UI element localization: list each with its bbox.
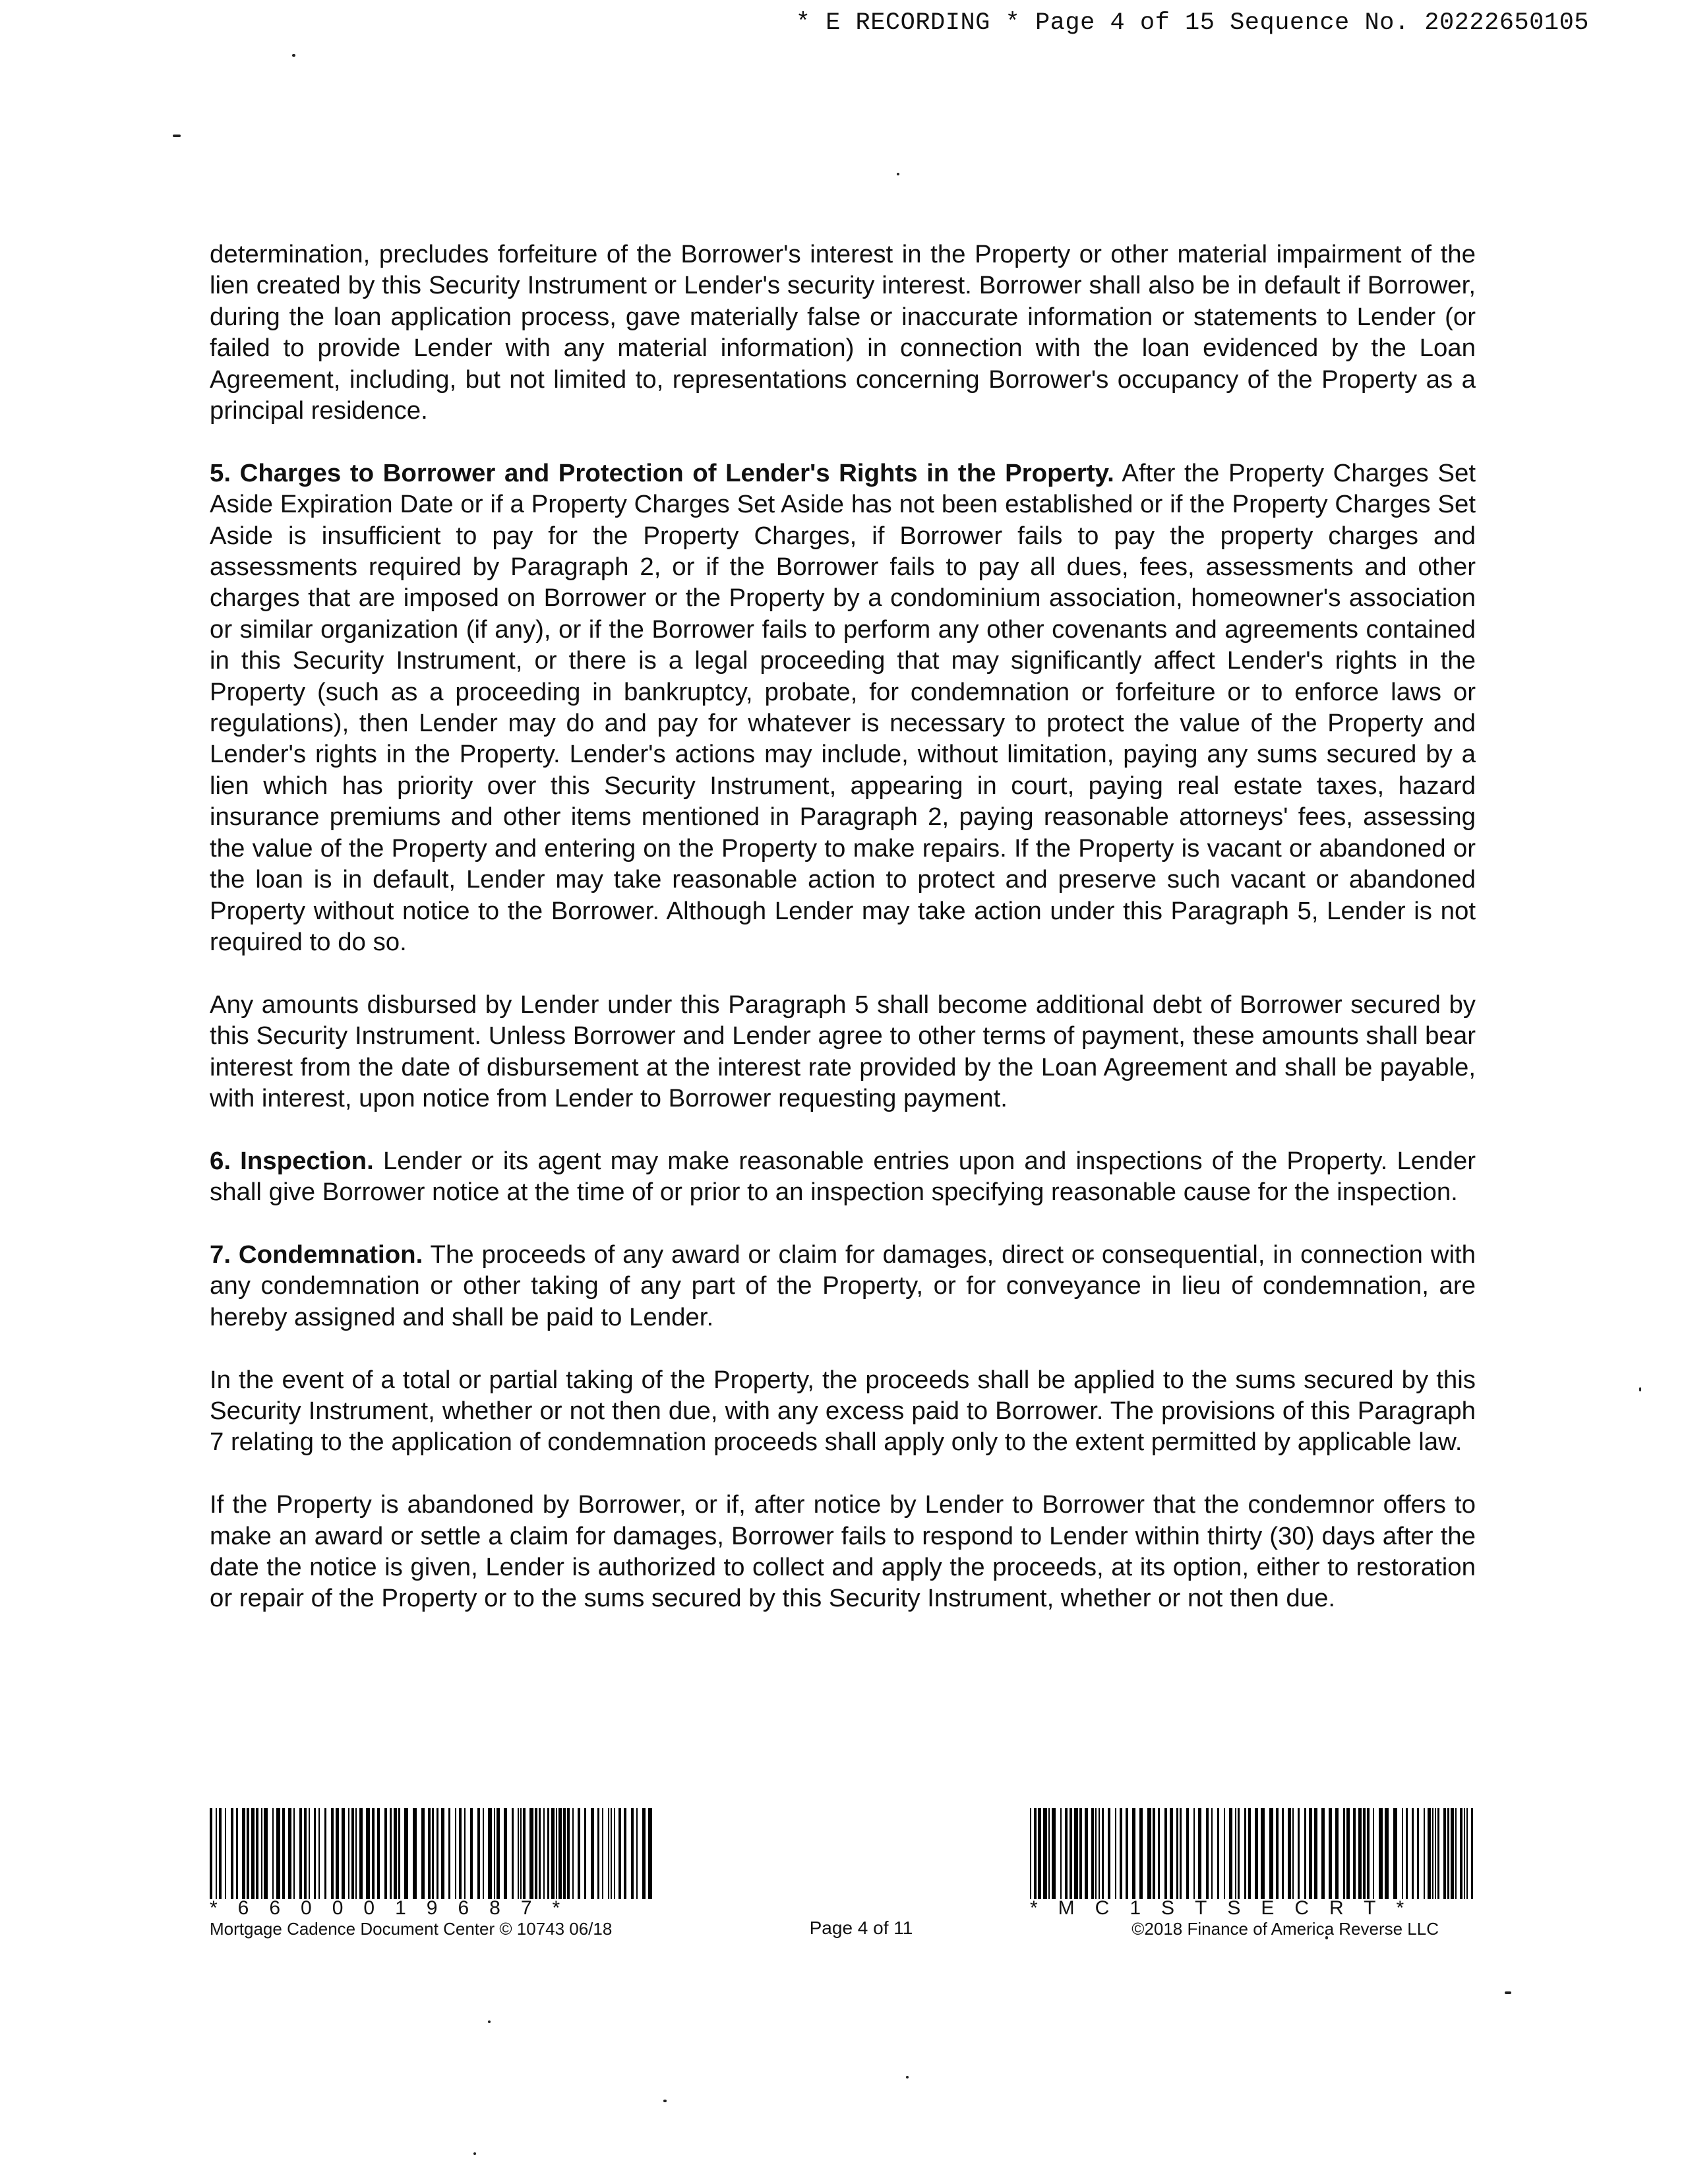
barcode-bar (1248, 1808, 1251, 1899)
barcode-bar (636, 1808, 638, 1899)
barcode-bar (591, 1808, 594, 1899)
paragraph-abandoned-property (210, 1489, 1476, 1614)
barcode-bar (219, 1808, 222, 1899)
barcode-bar (1443, 1808, 1446, 1899)
barcode-bar (437, 1808, 438, 1899)
barcode-bar (1314, 1808, 1317, 1899)
barcode-bar (1170, 1808, 1173, 1899)
barcode-bar (556, 1808, 557, 1899)
barcode-bar (1373, 1808, 1374, 1899)
barcode-bar (1282, 1808, 1284, 1899)
document-barcode (210, 1808, 653, 1899)
barcode-bar (299, 1808, 302, 1899)
barcode-bar (355, 1808, 357, 1899)
barcode-bar (342, 1808, 345, 1899)
barcode-bar (1298, 1808, 1300, 1899)
paragraph-text: If the Property is abandoned by Borrower, or if, after notice by Lender to Borrower that the condemnor offers to make an award or settle a claim for damages, Borrower fails to respond to Lender within thirty (30) days after the date the notice is given, Lender is authorized to collect and apply the proceeds, at its option, either to restoration or repair of the Property or to the sums secured by this Security Instrument, whether or not then due. (210, 1490, 1476, 1613)
barcode-bar (1417, 1808, 1419, 1899)
barcode-bar (216, 1808, 217, 1899)
barcode-bar (1038, 1808, 1041, 1899)
barcode-text: *6600019687* (210, 1897, 581, 1919)
barcode-bar (642, 1808, 646, 1899)
barcode-bar (547, 1808, 549, 1899)
barcode-bar (372, 1808, 375, 1899)
barcode-bar (1358, 1808, 1362, 1899)
paragraph-condemnation (210, 1239, 1476, 1333)
barcode-bar (1329, 1808, 1332, 1899)
barcode-bar (251, 1808, 255, 1899)
paragraph-text: In the event of a total or partial taking of the Property, the proceeds shall be applied to the sums secured by this Security Instrument, whether or not then due, with any excess paid to Borrower. The provisions of this Paragraph 7 relating to the application of condemnation proceeds shall apply only to the extent permitted by applicable law. (210, 1365, 1476, 1457)
barcode-bar (256, 1808, 258, 1899)
barcode-bar (563, 1808, 566, 1899)
barcode-bar (1102, 1808, 1104, 1899)
barcode-bar (1321, 1808, 1325, 1899)
paragraph-text: determination, precludes forfeiture of the Borrower's interest in the Property or other material impairment of the lien created by this Security Instrument or Lender's security interest. Borrower shall also be in default if Borrower, during the loan application process, gave materially false or inaccurate information or statements to Lender (or failed to provide Lender with any material information) in connection with the loan evidenced by the Loan Agreement, including, but not limited to, representations concerning Borrower's occupancy of the Property as a principal residence. (210, 240, 1476, 425)
barcode-bar (614, 1808, 615, 1899)
barcode-bar (1238, 1808, 1240, 1899)
barcode-bar (1335, 1808, 1339, 1899)
scan-speck (906, 2076, 909, 2078)
paragraph-determination-cont (210, 239, 1476, 426)
barcode-bar (1447, 1808, 1449, 1899)
barcode-bar (272, 1808, 274, 1899)
barcode-bar (1451, 1808, 1454, 1899)
barcode-bar (551, 1808, 555, 1899)
section-heading: 6. Inspection. (210, 1146, 374, 1175)
barcode-bar (264, 1808, 268, 1899)
barcode-bar (324, 1808, 326, 1899)
barcode-bar (1108, 1808, 1110, 1899)
barcode-bar (1288, 1808, 1291, 1899)
barcode-bar (631, 1808, 634, 1899)
barcode-bar (1126, 1808, 1128, 1899)
paragraph-charges-to-borrower (210, 458, 1476, 958)
barcode-bar (1095, 1808, 1097, 1899)
barcode-bar (384, 1808, 387, 1899)
page-number: Page 4 of 11 (809, 1918, 913, 1938)
barcode-bar (1198, 1808, 1201, 1899)
barcode-bar (432, 1808, 434, 1899)
barcode-bar (1385, 1808, 1389, 1899)
barcode-bar (1276, 1808, 1279, 1899)
footer-document-center: Mortgage Cadence Document Center © 10743 06/18 (210, 1919, 613, 1939)
barcode-bar (611, 1808, 612, 1899)
barcode-bar (470, 1808, 473, 1899)
barcode-bar (494, 1808, 495, 1899)
barcode-bar (1455, 1808, 1457, 1899)
barcode-bar (608, 1808, 609, 1899)
barcode-bar (1074, 1808, 1078, 1899)
barcode-bar (1120, 1808, 1122, 1899)
barcode-bar (1471, 1808, 1473, 1899)
barcode-bar (1244, 1808, 1246, 1899)
section-heading: 7. Condemnation. (210, 1240, 423, 1269)
barcode-bar (1060, 1808, 1062, 1899)
barcode-bar (648, 1808, 652, 1899)
barcode-bar (231, 1808, 233, 1899)
barcode-bar (520, 1808, 522, 1899)
barcode-bar (539, 1808, 541, 1899)
scan-speck (1639, 1387, 1641, 1391)
scan-speck (292, 54, 295, 57)
barcode-bar (459, 1808, 462, 1899)
barcode-bar (567, 1808, 570, 1899)
barcode-bar (1363, 1808, 1366, 1899)
barcode-bar (1217, 1808, 1219, 1899)
scan-speck (473, 2152, 476, 2155)
footer-right (1030, 1808, 1478, 1939)
barcode-bar (497, 1808, 500, 1899)
barcode-text: *MC1STSECRT* (1030, 1897, 1425, 1919)
barcode-bar (1460, 1808, 1462, 1899)
barcode-bar (1309, 1808, 1312, 1899)
barcode-bar (1424, 1808, 1425, 1899)
barcode-bar (1180, 1808, 1182, 1899)
barcode-bar (1292, 1808, 1294, 1899)
barcode-bar (314, 1808, 316, 1899)
barcode-bar (441, 1808, 444, 1899)
barcode-bar (1079, 1808, 1082, 1899)
barcode-bar (464, 1808, 466, 1899)
barcode-bar (1379, 1808, 1383, 1899)
barcode-bar (448, 1808, 450, 1899)
barcode-bar (336, 1808, 339, 1899)
barcode-bar (1153, 1808, 1155, 1899)
barcode-bar (359, 1808, 363, 1899)
paragraph-text: Any amounts disbursed by Lender under this Paragraph 5 shall become additional debt of Borrower secured by this Security Instrument. Unless Borrower and Lender agree to other terms of payment, these amounts shall bear interest from the date of disbursement at the interest rate provided by the Loan Agreement and shall be payable, with interest, upon notice from Lender to Borrower requesting payment. (210, 990, 1476, 1112)
barcode-bar (1085, 1808, 1088, 1899)
barcode-bar (318, 1808, 320, 1899)
barcode-bar (1367, 1808, 1370, 1899)
barcode-bar (261, 1808, 262, 1899)
barcode-bar (1346, 1808, 1350, 1899)
document-body (210, 239, 1476, 1614)
barcode-bar (366, 1808, 370, 1899)
barcode-bar (1211, 1808, 1213, 1899)
barcode-bar (394, 1808, 397, 1899)
barcode-bar (483, 1808, 484, 1899)
barcode-bar (351, 1808, 354, 1899)
barcode-bar (597, 1808, 599, 1899)
barcode-bar (1224, 1808, 1225, 1899)
paragraph-total-partial-taking (210, 1364, 1476, 1458)
barcode-bar (1261, 1808, 1265, 1899)
paragraph-text: The proceeds of any award or claim for damages, direct or consequential, in connection with any condemnation or other taking of any part of the Property, or for conveyance in lieu of condemnation, are hereby assigned and shall be paid to Lender. (210, 1240, 1476, 1331)
barcode-bar (1158, 1808, 1160, 1899)
barcode-bar (421, 1808, 425, 1899)
barcode-bar (1091, 1808, 1094, 1899)
barcode-bar (624, 1808, 626, 1899)
barcode-bar (1235, 1808, 1236, 1899)
barcode-bar (1030, 1808, 1031, 1899)
scan-speck (897, 173, 899, 175)
barcode-bar (1193, 1808, 1195, 1899)
barcode-bar (404, 1808, 408, 1899)
barcode-bar (1437, 1808, 1439, 1899)
barcode-bar (518, 1808, 519, 1899)
barcode-bar (1343, 1808, 1345, 1899)
barcode-bar (1464, 1808, 1465, 1899)
barcode-bar (1393, 1808, 1397, 1899)
barcode-bar (584, 1808, 586, 1899)
barcode-bar (1065, 1808, 1068, 1899)
barcode-bar (488, 1808, 492, 1899)
barcode-bar (543, 1808, 545, 1899)
barcode-bar (1229, 1808, 1232, 1899)
barcode-bar (504, 1808, 507, 1899)
scan-speck (663, 2100, 667, 2102)
section-heading: 5. Charges to Borrower and Protection of Lender's Rights in the Property. (210, 458, 1114, 487)
barcode-bar (1132, 1808, 1135, 1899)
barcode-bar (529, 1808, 533, 1899)
barcode-bar (390, 1808, 392, 1899)
barcode-bar (210, 1808, 212, 1899)
barcode-bar (1099, 1808, 1100, 1899)
paragraph-text: Lender or its agent may make reasonable entries upon and inspections of the Property. Lender shall give Borrower notice at the time of or prior to an inspection specifying reasonable cause for the inspection. (210, 1146, 1476, 1207)
barcode-bar (413, 1808, 417, 1899)
recording-header: * E RECORDING * Page 4 of 15 Sequence No. 20222650105 (795, 9, 1589, 37)
barcode-bar (1034, 1808, 1037, 1899)
barcode-bar (572, 1808, 574, 1899)
barcode-bar (331, 1808, 334, 1899)
barcode-bar (225, 1808, 226, 1899)
barcode-bar (348, 1808, 349, 1899)
barcode-bar (1466, 1808, 1468, 1899)
barcode-bar (1115, 1808, 1116, 1899)
barcode-bar (1269, 1808, 1273, 1899)
barcode-bar (293, 1808, 295, 1899)
footer-copyright: ©2018 Finance of America Reverse LLC (1131, 1919, 1439, 1939)
barcode-bar (477, 1808, 480, 1899)
barcode-bar (1147, 1808, 1151, 1899)
barcode-bar (428, 1808, 431, 1899)
barcode-bar (455, 1808, 456, 1899)
barcode-bar (1412, 1808, 1414, 1899)
footer-left (210, 1808, 658, 1939)
barcode-bar (1052, 1808, 1056, 1899)
paragraph-text: After the Property Charges Set Aside Expiration Date or if a Property Charges Set Aside has not been established or if the Property Charges Set Aside is insufficient to pay for the Property Charges, if Borrower fails to pay the property charges and assessments required by Paragraph 2, or if the Borrower fails to pay all dues, fees, assessments and other charges that are imposed on Borrower or the Property by a condominium association, homeowner's association or similar organization (if any), or if the Borrower fails to perform any other covenants and agreements contained in this Security Instrument, or there is a legal proceeding that may significantly affect Lender's rights in the Property (such as a proceeding in bankruptcy, probate, for condemnation or forfeiture or to enforce laws or regulations), then Lender may do and pay for whatever is necessary to protect the value of the Property and Lender's rights in the Property. Lender's actions may include, without limitation, paying any sums secured by a lien which has priority over this Security Instrument, appearing in court, paying real estate taxes, hazard insurance premiums and other items mentioned in Paragraph 2, paying reasonable attorneys' fees, assessing the value of the Property and entering on the Property to make repairs. If the Property is vacant or abandoned or the loan is in default, Lender may take reasonable action to protect and preserve such vacant or abandoned Property without notice to the Borrower. Although Lender may take action under this Paragraph 5, Lender is not required to do so. (210, 458, 1476, 956)
barcode-bar (247, 1808, 249, 1899)
barcode-bar (242, 1808, 245, 1899)
barcode-bar (1186, 1808, 1189, 1899)
barcode-bar (309, 1808, 310, 1899)
barcode-bar (282, 1808, 285, 1899)
paragraph-inspection (210, 1145, 1476, 1208)
paragraph-amounts-disbursed (210, 989, 1476, 1114)
barcode-bar (1304, 1808, 1306, 1899)
form-barcode (1030, 1808, 1473, 1899)
barcode-bar (1255, 1808, 1258, 1899)
barcode-bar (288, 1808, 291, 1899)
barcode-bar (276, 1808, 280, 1899)
barcode-bar (535, 1808, 537, 1899)
barcode-bar (558, 1808, 562, 1899)
barcode-bar (1043, 1808, 1047, 1899)
barcode-bar (1428, 1808, 1431, 1899)
barcode-bar (1164, 1808, 1167, 1899)
barcode-bar (1353, 1808, 1356, 1899)
scan-speck (488, 2020, 491, 2023)
barcode-bar (1435, 1808, 1436, 1899)
barcode-bar (618, 1808, 621, 1899)
barcode-bar (1402, 1808, 1403, 1899)
barcode-bar (304, 1808, 307, 1899)
barcode-bar (602, 1808, 603, 1899)
barcode-bar (1176, 1808, 1178, 1899)
barcode-bar (1206, 1808, 1209, 1899)
barcode-bar (512, 1808, 514, 1899)
barcode-bar (236, 1808, 238, 1899)
scan-speck (173, 135, 181, 137)
barcode-bar (578, 1808, 580, 1899)
barcode-bar (377, 1808, 380, 1899)
barcode-bar (1432, 1808, 1433, 1899)
barcode-bar (1139, 1808, 1143, 1899)
barcode-bar (1070, 1808, 1072, 1899)
barcode-bar (1406, 1808, 1408, 1899)
barcode-bar (523, 1808, 526, 1899)
scan-speck (1505, 1991, 1511, 1994)
barcode-bar (398, 1808, 400, 1899)
barcode-bar (1048, 1808, 1050, 1899)
